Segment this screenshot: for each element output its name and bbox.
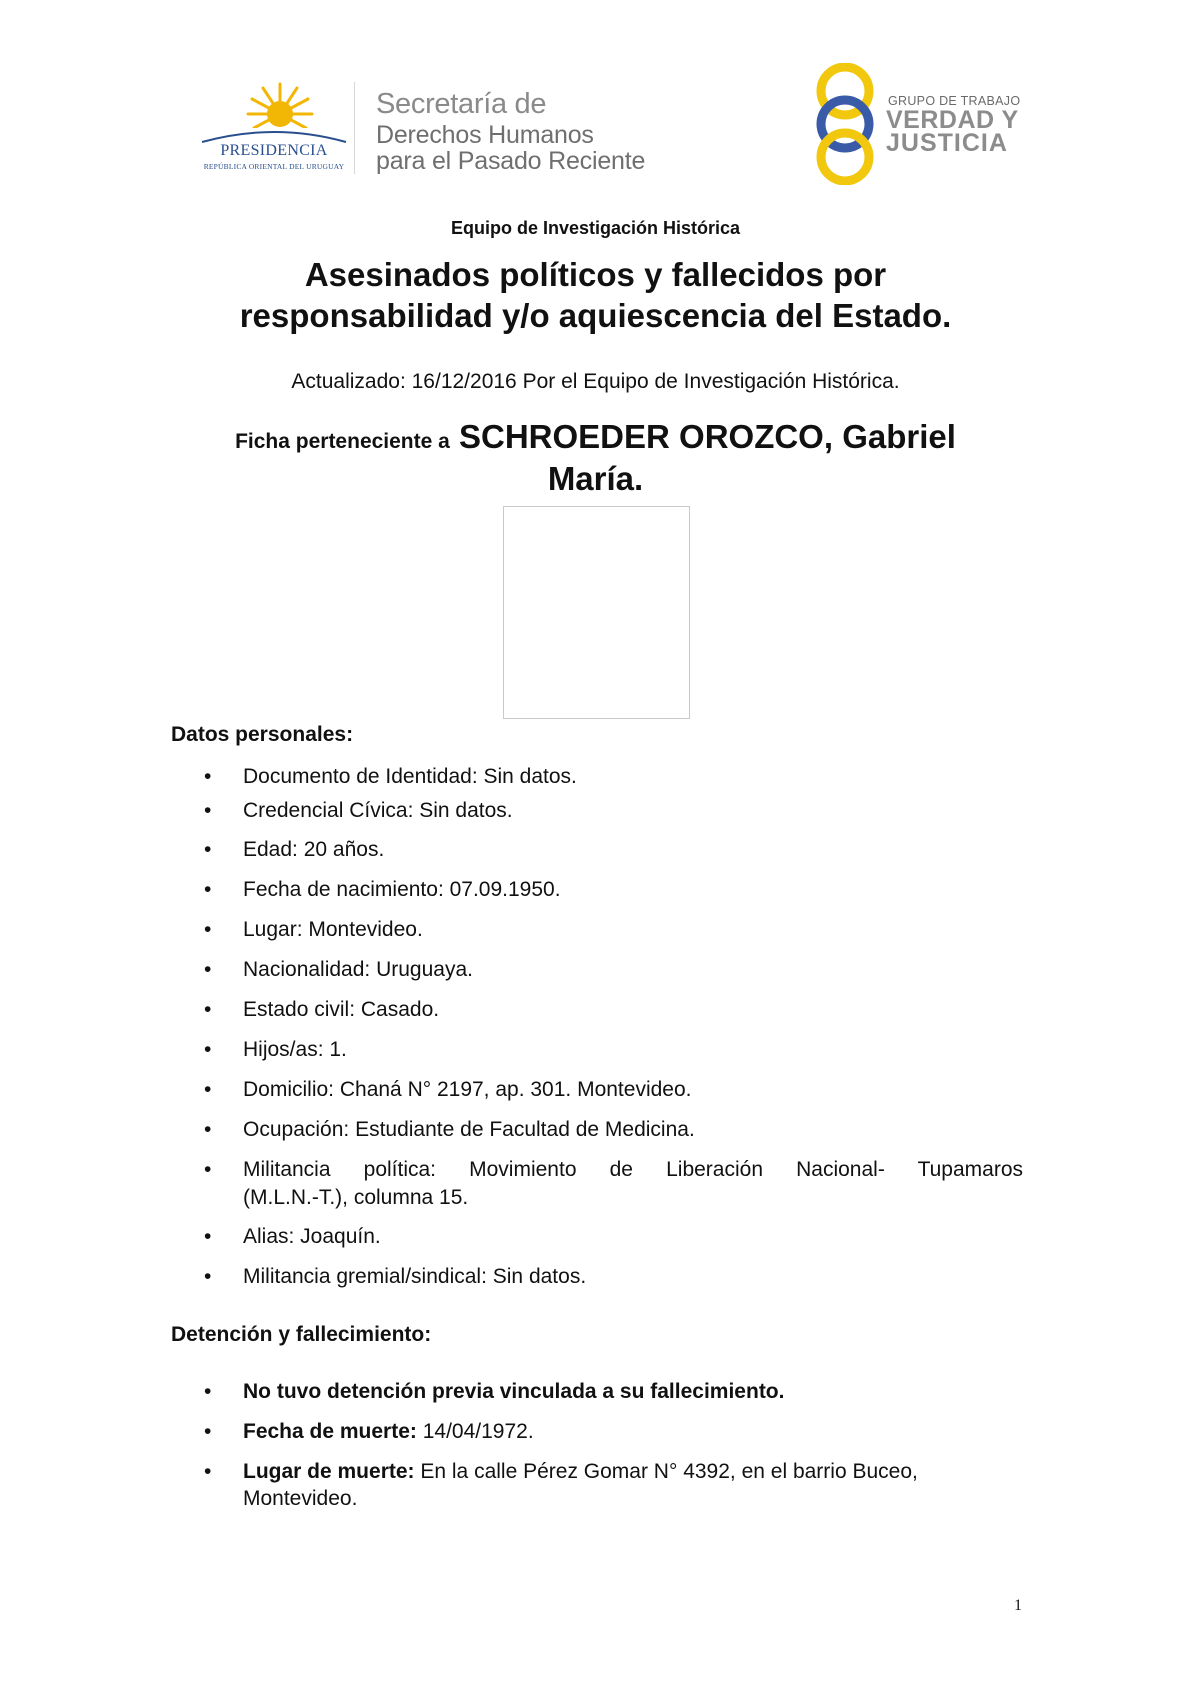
detention-item-lugar — [243, 1460, 1023, 1484]
bullet: • — [204, 799, 212, 822]
updated-line: Actualizado: 16/12/2016 Por el Equipo de Investigación Histórica. — [291, 370, 900, 393]
bullet: • — [204, 765, 212, 788]
personal-item-nacionalidad: Nacionalidad: Uruguaya. — [243, 958, 473, 981]
personal-item-ocupacion: Ocupación: Estudiante de Facultad de Medicina. — [243, 1118, 695, 1141]
personal-item-militancia-cont: (M.L.N.-T.), columna 15. — [243, 1186, 469, 1209]
presidencia-arc — [198, 124, 350, 144]
ficha-name-line2: María. — [547, 460, 644, 497]
personal-item-nacimiento: Fecha de nacimiento: 07.09.1950. — [243, 878, 561, 901]
personal-item-document: Documento de Identidad: Sin datos. — [243, 765, 577, 788]
personal-item-edad: Edad: 20 años. — [243, 838, 385, 861]
photo-placeholder — [503, 506, 690, 719]
title-line1: Asesinados políticos y fallecidos por — [304, 256, 887, 293]
personal-item-hijos: Hijos/as: 1. — [243, 1038, 347, 1061]
personal-item-militancia: Militancia política: Movimiento de Liberación Nacional- Tupamaros — [243, 1158, 1023, 1181]
personal-item-lugar: Lugar: Montevideo. — [243, 918, 423, 941]
bullet: • — [204, 1038, 212, 1061]
bullet: • — [204, 1225, 212, 1248]
secretaria-line3: para el Pasado Reciente — [376, 147, 646, 175]
secretaria-line2: Derechos Humanos — [376, 121, 594, 149]
fecha-muerte-label: Fecha de muerte: — [243, 1420, 417, 1443]
detention-item-fecha — [243, 1420, 1023, 1444]
grupo-line2: VERDAD Y — [886, 106, 1019, 134]
ficha-prefix: Ficha perteneciente a — [235, 430, 450, 453]
bullet: • — [204, 1420, 212, 1443]
bullet: • — [204, 998, 212, 1021]
ficha-name: SCHROEDER OROZCO, Gabriel — [459, 418, 956, 455]
detention-item-lugar-cont: Montevideo. — [243, 1487, 358, 1510]
bullet: • — [204, 1158, 212, 1181]
detention-heading: Detención y fallecimiento: — [171, 1323, 432, 1346]
personal-item-credencial: Credencial Cívica: Sin datos. — [243, 799, 513, 822]
grupo-line1: GRUPO DE TRABAJO — [888, 94, 1021, 108]
presidencia-logo-subtext: REPÚBLICA ORIENTAL DEL URUGUAY — [203, 162, 345, 171]
bullet: • — [204, 958, 212, 981]
detention-item-previa: No tuvo detención previa vinculada a su fallecimiento. — [243, 1380, 785, 1403]
bullet: • — [204, 1380, 212, 1403]
ficha-line1 — [0, 418, 1191, 456]
personal-heading: Datos personales: — [171, 723, 354, 746]
team-heading: Equipo de Investigación Histórica — [450, 218, 741, 238]
secretaria-line1: Secretaría de — [376, 88, 547, 120]
personal-item-alias: Alias: Joaquín. — [243, 1225, 381, 1248]
lugar-muerte-label: Lugar de muerte: — [243, 1460, 415, 1483]
presidencia-logo-text: PRESIDENCIA — [220, 142, 328, 159]
title-line2: responsabilidad y/o aquiescencia del Estado. — [239, 297, 952, 334]
bullet: • — [204, 1118, 212, 1141]
bullet: • — [204, 918, 212, 941]
personal-item-gremial: Militancia gremial/sindical: Sin datos. — [243, 1265, 587, 1288]
personal-item-estado-civil: Estado civil: Casado. — [243, 998, 440, 1021]
verdad-justicia-rings-icon — [813, 63, 877, 185]
bullet: • — [204, 1078, 212, 1101]
lugar-muerte-value: En la calle Pérez Gomar N° 4392, en el barrio Buceo, — [414, 1460, 918, 1483]
bullet: • — [204, 838, 212, 861]
page-number: 1 — [1014, 1597, 1022, 1614]
logo-divider — [354, 82, 355, 174]
bullet: • — [204, 1460, 212, 1483]
personal-item-domicilio: Domicilio: Chaná N° 2197, ap. 301. Montevideo. — [243, 1078, 692, 1101]
grupo-line3: JUSTICIA — [886, 129, 1008, 157]
fecha-muerte-value: 14/04/1972. — [416, 1420, 534, 1443]
bullet: • — [204, 878, 212, 901]
bullet: • — [204, 1265, 212, 1288]
